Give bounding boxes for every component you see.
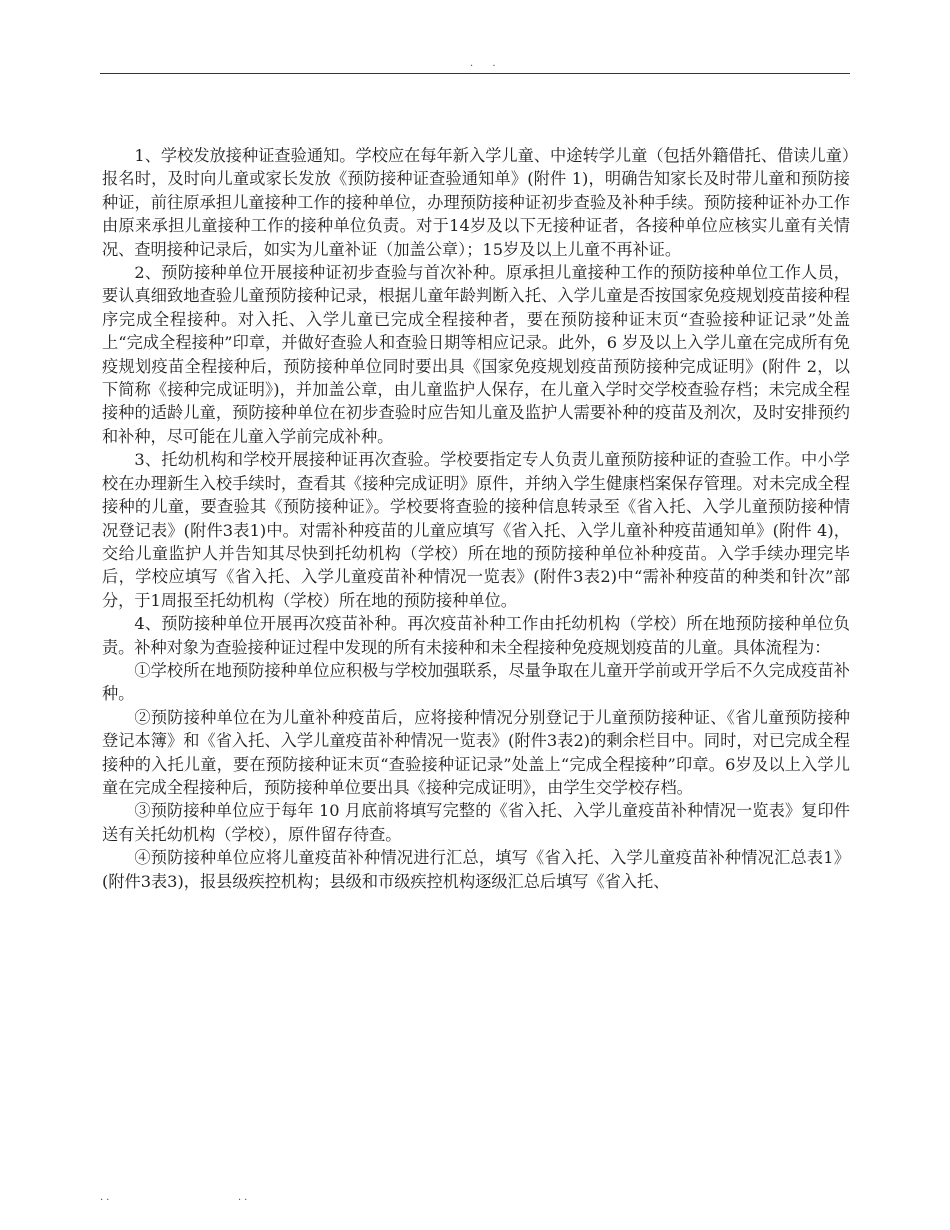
paragraph-3: 3、托幼机构和学校开展接种证再次查验。学校要指定专人负责儿童预防接种证的查验工作。中小学校在办理新生入校手续时，查看其《接种完成证明》原件，并纳入学生健康档案保存管理。对未完成全程接种的儿童，要查验其《预防接种证》。学校要将查验的接种信息转录至《省入托、入学儿童预防接种情况登记表》(附件3表1)中。对需补种疫苗的儿童应填写《省入托、入学儿童补种疫苗通知单》(附件 4)，交给儿童监护人并告知其尽快到托幼机构（学校）所在地的预防接种单位补种疫苗。入学手续办理完毕后，学校应填写《省入托、入学儿童疫苗补种情况一览表》(附件3表2)中“需补种疫苗的种类和针次”部分，于1周报至托幼机构（学校）所在地的预防接种单位。 [102, 450, 850, 610]
header-dots: . . [470, 58, 504, 69]
paragraph-4: 4、预防接种单位开展再次疫苗补种。再次疫苗补种工作由托幼机构（学校）所在地预防接种单位负责。补种对象为查验接种证过程中发现的所有未接种和未全程接种免疫规划疫苗的儿童。具体流程为： [102, 614, 850, 657]
paragraph-4-step-4: ④预防接种单位应将儿童疫苗补种情况进行汇总，填写《省入托、入学儿童疫苗补种情况汇总表1》(附件3表3)，报县级疾控机构；县级和市级疾控机构逐级汇总后填写《省入托、 [102, 848, 850, 891]
paragraph-4-step-3: ③预防接种单位应于每年 10 月底前将填写完整的《省入托、入学儿童疫苗补种情况一览表》复印件送有关托幼机构（学校），原件留存待查。 [102, 801, 850, 844]
paragraph-4-step-2: ②预防接种单位在为儿童补种疫苗后，应将接种情况分别登记于儿童预防接种证、《省儿童预防接种登记本簿》和《省入托、入学儿童疫苗补种情况一览表》(附件3表2)的剩余栏目中。同时，对已完成全程接种的入托儿童，要在预防接种证末页“查验接种证记录”处盖上“完成全程接种”印章。6岁及以上入学儿童在完成全程接种后，预防接种单位要出具《接种完成证明》，由学生交学校存档。 [102, 707, 850, 797]
footer-right-dots: .. [238, 1192, 251, 1203]
document-body [102, 144, 850, 893]
header-rule [100, 73, 850, 74]
paragraph-1: 1、学校发放接种证查验通知。学校应在每年新入学儿童、中途转学儿童（包括外籍借托、借读儿童）报名时，及时向儿童或家长发放《预防接种证查验通知单》(附件 1)，明确告知家长及时带儿童和预防接种证，前往原承担儿童接种工作的接种单位，办理预防接种证初步查验及补种手续。预防接种证补办工作由原来承担儿童接种工作的接种单位负责。对于14岁及以下无接种证者，各接种单位应核实儿童有关情况、查明接种记录后，如实为儿童补证（加盖公章）；15岁及以上儿童不再补证。 [102, 146, 850, 259]
paragraph-2: 2、预防接种单位开展接种证初步查验与首次补种。原承担儿童接种工作的预防接种单位工作人员，要认真细致地查验儿童预防接种记录，根据儿童年龄判断入托、入学儿童是否按国家免疫规划疫苗接种程序完成全程接种。对入托、入学儿童已完成全程接种者，要在预防接种证末页“查验接种证记录”处盖上“完成全程接种”印章，并做好查验人和查验日期等相应记录。此外，6 岁及以上入学儿童在完成所有免疫规划疫苗全程接种后，预防接种单位同时要出具《国家免疫规划疫苗预防接种完成证明》(附件 2，以下简称《接种完成证明》)，并加盖公章，由儿童监护人保存，在儿童入学时交学校查验存档；未完成全程接种的适龄儿童，预防接种单位在初步查验时应告知儿童及监护人需要补种的疫苗及剂次，及时安排预约和补种，尽可能在儿童入学前完成补种。 [102, 263, 850, 446]
footer-left-dots: .. [100, 1192, 113, 1203]
paragraph-4-step-1: ①学校所在地预防接种单位应积极与学校加强联系，尽量争取在儿童开学前或开学后不久完成疫苗补种。 [102, 660, 850, 704]
